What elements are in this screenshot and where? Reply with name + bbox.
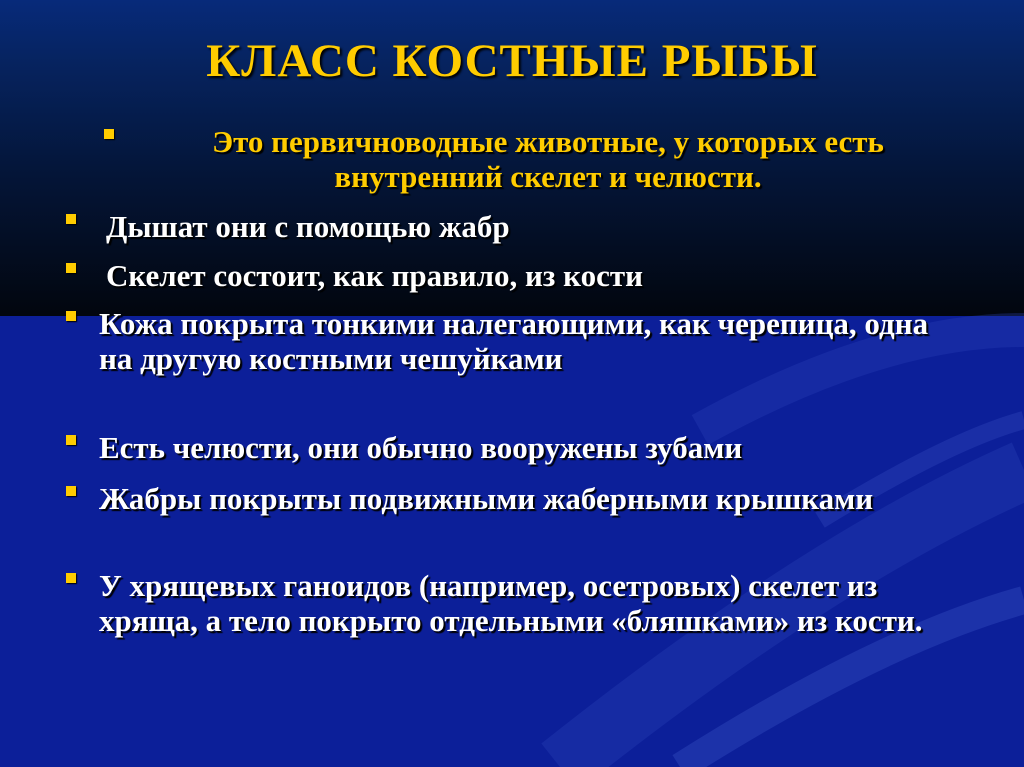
bullet-item-6: [66, 481, 946, 516]
bullet-square-icon: [66, 311, 76, 321]
bullet-square-icon: [66, 263, 76, 273]
bullet-item-1: [104, 124, 954, 194]
bullet-text: Дышат они с помощью жабр: [106, 209, 510, 244]
bullet-text: Есть челюсти, они обычно вооружены зубами: [99, 430, 743, 465]
bullet-square-icon: [66, 214, 76, 224]
bullet-square-icon: [66, 573, 76, 583]
bullet-text: Это первичноводные животные, у которых есть внутренний скелет и челюсти.: [212, 124, 884, 194]
bullet-text: Жабры покрыты подвижными жаберными крышками: [99, 481, 874, 516]
bullet-square-icon: [104, 129, 114, 139]
bullet-text: У хрящевых ганоидов (например, осетровых) скелет из хряща, а тело покрыто отдельными «бляшками» из кости.: [99, 568, 923, 638]
bullet-square-icon: [66, 435, 76, 445]
bullet-item-7: [66, 568, 946, 638]
bullet-item-3: [66, 258, 966, 293]
bullet-item-2: [66, 209, 966, 244]
bullet-text: Скелет состоит, как правило, из кости: [106, 258, 643, 293]
bullet-text: Кожа покрыта тонкими налегающими, как черепица, одна на другую костными чешуйками: [99, 306, 929, 376]
bullet-item-4: [66, 306, 946, 376]
bullet-item-5: [66, 430, 946, 465]
slide-title: КЛАСС КОСТНЫЕ РЫБЫ: [206, 35, 818, 87]
bullet-square-icon: [66, 486, 76, 496]
